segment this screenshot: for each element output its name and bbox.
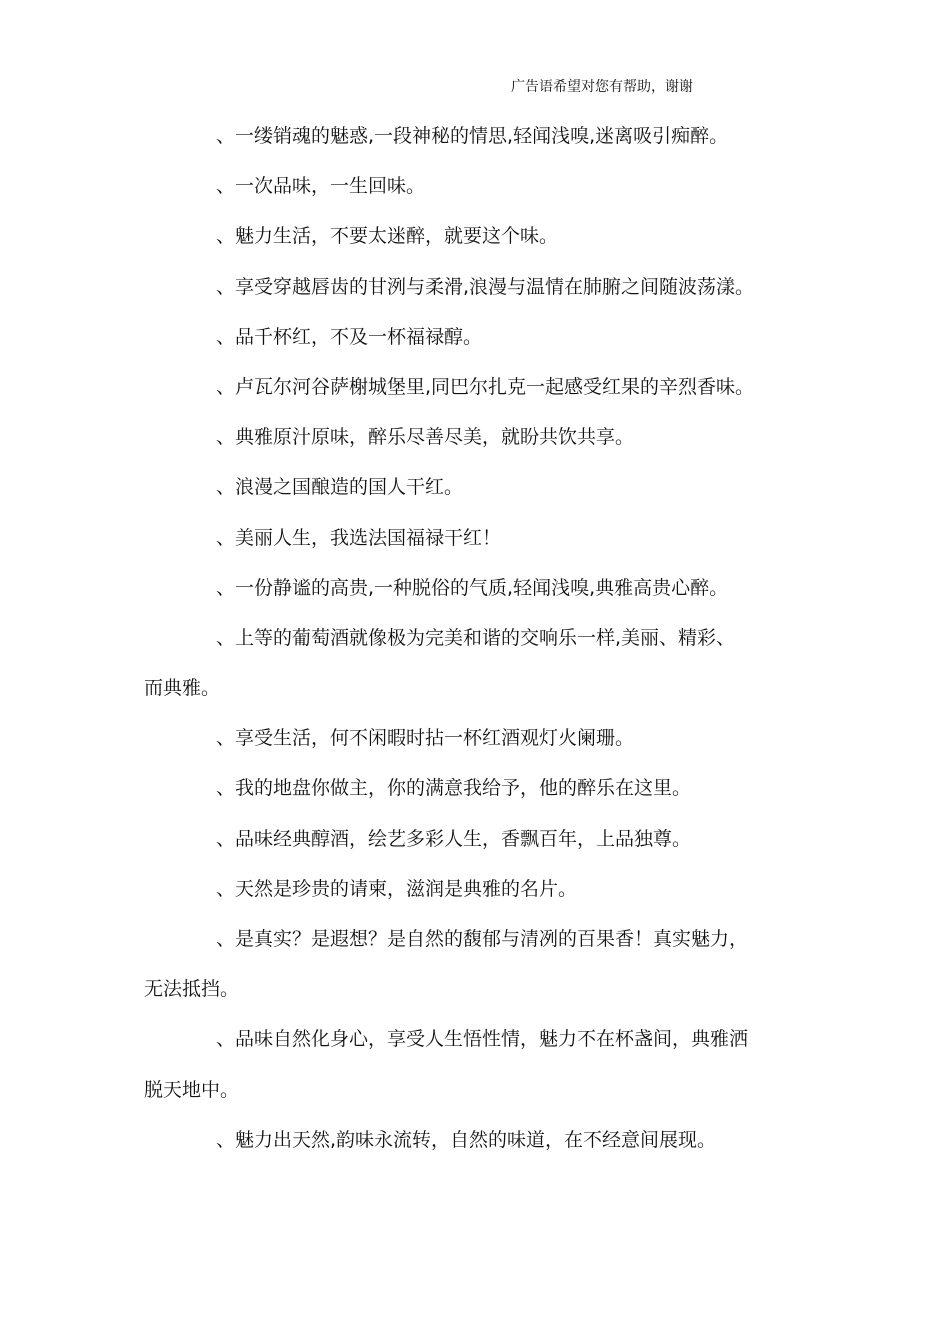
- slogan-line: 、上等的葡萄酒就像极为完美和谐的交响乐一样,美丽、精彩、: [216, 626, 736, 649]
- slogan-line: 、魅力出天然,韵味永流转，自然的味道，在不经意间展现。: [216, 1128, 717, 1151]
- slogan-line: 、典雅原汁原味，醉乐尽善尽美，就盼共饮共享。: [216, 426, 635, 449]
- slogan-list: [144, 124, 816, 1178]
- slogan-line: 、我的地盘你做主，你的满意我给予，他的醉乐在这里。: [216, 777, 692, 800]
- slogan-line: 、享受生活，何不闲暇时拈一杯红酒观灯火阑珊。: [216, 727, 635, 750]
- slogan-line: 、享受穿越唇齿的甘洌与柔滑,浪漫与温情在肺腑之间随波荡漾。: [216, 275, 755, 298]
- slogan-line: 、卢瓦尔河谷萨榭城堡里,同巴尔扎克一起感受红果的辛烈香味。: [216, 375, 755, 398]
- slogan-line: 、品味经典醇酒，绘艺多彩人生，香飘百年，上品独尊。: [216, 827, 692, 850]
- slogan-line: 、一缕销魂的魅惑,一段神秘的情思,轻闻浅嗅,迷离吸引痴醉。: [216, 125, 729, 147]
- slogan-line: 、一份静谧的高贵,一种脱俗的气质,轻闻浅嗅,典雅高贵心醉。: [216, 576, 729, 599]
- slogan-line: 、一次品味，一生回味。: [216, 175, 426, 198]
- slogan-line: 、天然是珍贵的请柬，滋润是典雅的名片。: [216, 877, 578, 900]
- slogan-line: 、是真实？是遐想？是自然的馥郁与清冽的百果香！真实魅力，: [216, 928, 749, 950]
- slogan-line: 、魅力生活，不要太迷醉，就要这个味。: [216, 225, 559, 248]
- slogan-continuation-line: 而典雅。: [144, 677, 221, 700]
- slogan-continuation-line: 脱天地中。: [144, 1078, 240, 1101]
- slogan-line: 、品千杯红，不及一杯福禄醇。: [216, 325, 483, 348]
- slogan-line: 、品味自然化身心，享受人生悟性情，魅力不在杯盏间，典雅洒: [216, 1028, 749, 1051]
- slogan-continuation-line: 无法抵挡。: [144, 978, 240, 1001]
- slogan-line: 、美丽人生，我选法国福禄干红！: [216, 526, 502, 549]
- header-note: 广告语希望对您有帮助，谢谢: [511, 79, 693, 95]
- slogan-line: 、浪漫之国酿造的国人干红。: [216, 476, 464, 499]
